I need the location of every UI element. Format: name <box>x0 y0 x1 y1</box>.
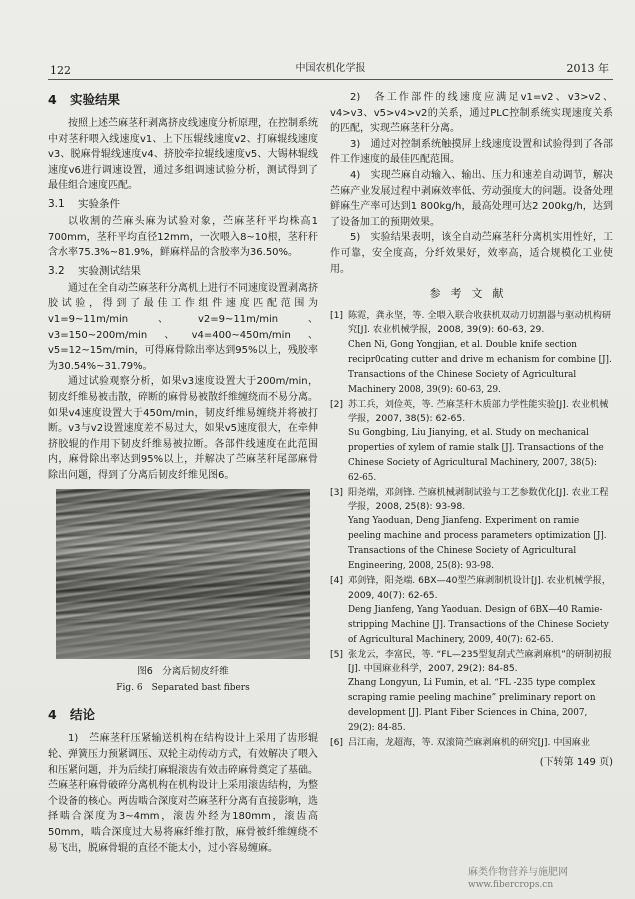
reference-item: [3] 阳尧端，邓剑锋. 苎麻机械剥制试验与工艺参数优化[J]. 农业工程学报，2008, 25(8): 93-98. Yang Yaoduan, Deng Jianfeng. Experiment on ramie peeling machine and process parameters optimization [J]. Transactions of the Chinese Society of Agricultural Engineering, 2008, 25(8): 93-98. <box>330 486 609 572</box>
conditions-text: 以收割的苎麻头麻为试验对象，苎麻茎秆平均株高1 700mm，茎秆平均直径12mm，一次喂入8~10根，茎秆秆含水率75.3%~81.9%，鲜麻样品的含胶率为36.50%。 <box>48 215 318 259</box>
conclusion-5: 5) 实验结果表明，该全自动苎麻茎秆分离机实用性好，工作可靠，安全度高，分纤效果好，效率高，适合规模化工业使用。 <box>330 232 613 275</box>
separated-fibers-photo <box>56 489 310 659</box>
reference-item: [6] 吕江南，龙超海，等. 双滚筒苎麻剥麻机的研究[J]. 中国麻业 <box>330 737 591 749</box>
figure-caption-en: Fig. 6 Separated bast fibers <box>116 683 250 694</box>
page-number: 122 <box>50 64 71 77</box>
figure-caption-cn: 图6 分离后韧皮纤维 <box>137 666 229 678</box>
conclusion-4: 4) 实现苎麻自动输入、输出、压力和速差自动调节，解决苎麻产业发展过程中剥麻效率低、劳动强度大的问题。设备处理鲜麻生产率可达到1 800kg/h，最高处理可达2 200kg/h，达到了设备加工的预期效果。 <box>330 169 613 228</box>
conclusion-3: 3) 通过对控制系统触摸屏上线速度设置和试验得到了各部件工作速度的最佳匹配范围。 <box>330 138 613 166</box>
test-results-text-2: 通过试验观察分析，如果v3速度设置大于200m/min，韧皮纤维易被击散，碎断的麻骨易被散纤维缠绕而不易分离。如果v4速度设置大于450m/min，韧皮纤维易缠绕并将被打断。v3与v2设置速度差不易过大，如果v5速度很大，在牵伸挤胶辊的作用下韧皮纤维易被拉断。各部件线速度在此范围内，麻骨除出率达到95%以上，并解决了苎麻茎秆尾部麻骨除出问题，得到了分离后韧皮纤维见图6。 <box>48 376 318 481</box>
reference-item: [2] 苏工兵，刘俭英，等. 苎麻茎秆木质部力学性能实验[J]. 农业机械学报，2007, 38(5): 62-65. Su Gongbing, Liu Jianying, et al. Study on mechanical properties of xylem of ramie stalk [J]. Transactions of the Chinese Society of Agricultural Machinery, 2007, 38(5): 62-65. <box>330 398 609 483</box>
test-results-text-1: 通过在全自动苎麻茎秆分离机上进行不同速度设置剥离挤胶试验，得到了最佳工作组件速度匹配范围为v1=9~11m/min、v2=9~11m/min、v3=150~200m/min、v4=400~450m/min、v5=12~15m/min，可得麻骨除出率达到95%以上，残胶率为30.54%~31.79%。 <box>48 282 318 372</box>
year: 2013 年 <box>566 62 609 75</box>
conclusion-2: 2) 各工作部件的线速度应满足v1=v2、v3>v2、v4>v3、v5>v4>v2的关系，通过PLC控制系统实现速度关系的匹配，实现苎麻茎秆分离。 <box>330 92 613 135</box>
section-heading-results: 4 实验结果 <box>48 92 121 107</box>
journal-title: 中国农机化学报 <box>295 63 366 74</box>
conclusion-1: 1) 苎麻茎秆压紧输送机构在结构设计上采用了齿形辊轮、弹簧压力预紧调压、双轮主动传动方式，有效解决了喂入和压紧问题，并为后续打麻辊滚齿有效击碎麻骨奠定了基础。苎麻茎秆麻骨破碎分离机构在机构设计上采用滚齿结构，为整个设备的核心。两齿啮合深度对苎麻茎秆分离有直接影响，选择啮合深度为3~4mm，滚齿外经为180mm，滚齿高50mm，啮合深度过大易将麻纤维打散，麻骨被纤维缠绕不易飞出，脱麻骨辊的直径不能太小，过小容易缠麻。 <box>48 733 318 854</box>
right-column <box>330 90 613 768</box>
photo-floor <box>56 619 310 659</box>
reference-item: [1] 陈霓，龚永坚，等. 全喂入联合收获机双动刀切割器与驱动机构研究[J]. 农业机械学报，2008, 39(9): 60-63, 29. Chen Ni, Gong Yongjian, et al. Double knife section recipr0cating cutter and drive m echanism for combine [J]. Transactions of the Chinese Society of Agricultural Machinery 2008, 39(9): 60-63, 29. <box>330 310 612 395</box>
subsection-heading-test-results: 3.2 实验测试结果 <box>48 264 141 277</box>
left-column <box>48 90 318 856</box>
results-intro: 按照上述苎麻茎秆剥离挤皮线速度分析原理，在控制系统中对茎秆喂入线速度v1、上下压辊线速度v2、打麻辊线速度v3、脱麻骨辊线速度v4、挤胶牵拉辊线速度v5、大锡林辊线速度v6进行调速设置，通过多组调速试验分析，测试得到了最佳组合速度匹配。 <box>48 118 318 192</box>
references-heading: 参考文献 <box>429 287 514 301</box>
reference-item: [4] 邓剑锋，阳尧端. 6BX—40型苎麻剥制机设计[J]. 农业机械学报，2009, 40(7): 62-65. Deng Jianfeng, Yang Yaoduan. Design of 6BX—40 Ramie-stripping Machine [J]. Transactions of the Chinese Society of Agricultural Machinery, 2009, 40(7): 62-65. <box>330 575 612 645</box>
page-header <box>48 56 613 80</box>
watermark: 麻类作物营养与施肥网 www.fibercrops.cn <box>468 867 568 890</box>
section-heading-conclusion: 4 结论 <box>48 707 96 723</box>
continued-note: (下转第 149 页) <box>539 757 613 769</box>
subsection-heading-conditions: 3.1 实验条件 <box>48 197 120 210</box>
reference-item: [5] 张龙云，李富民，等. “FL—235型复刮式苎麻剥麻机”的研制初报[J]. 中国麻业科学，2007, 29(2): 84-85. Zhang Longyun, Li Fumin, et al. “FL -235 type complex scraping ramie peeling machine” preliminary report on development [J]. Plant Fiber Sciences in China, 2007, 29(2): 84-85. <box>330 648 612 734</box>
